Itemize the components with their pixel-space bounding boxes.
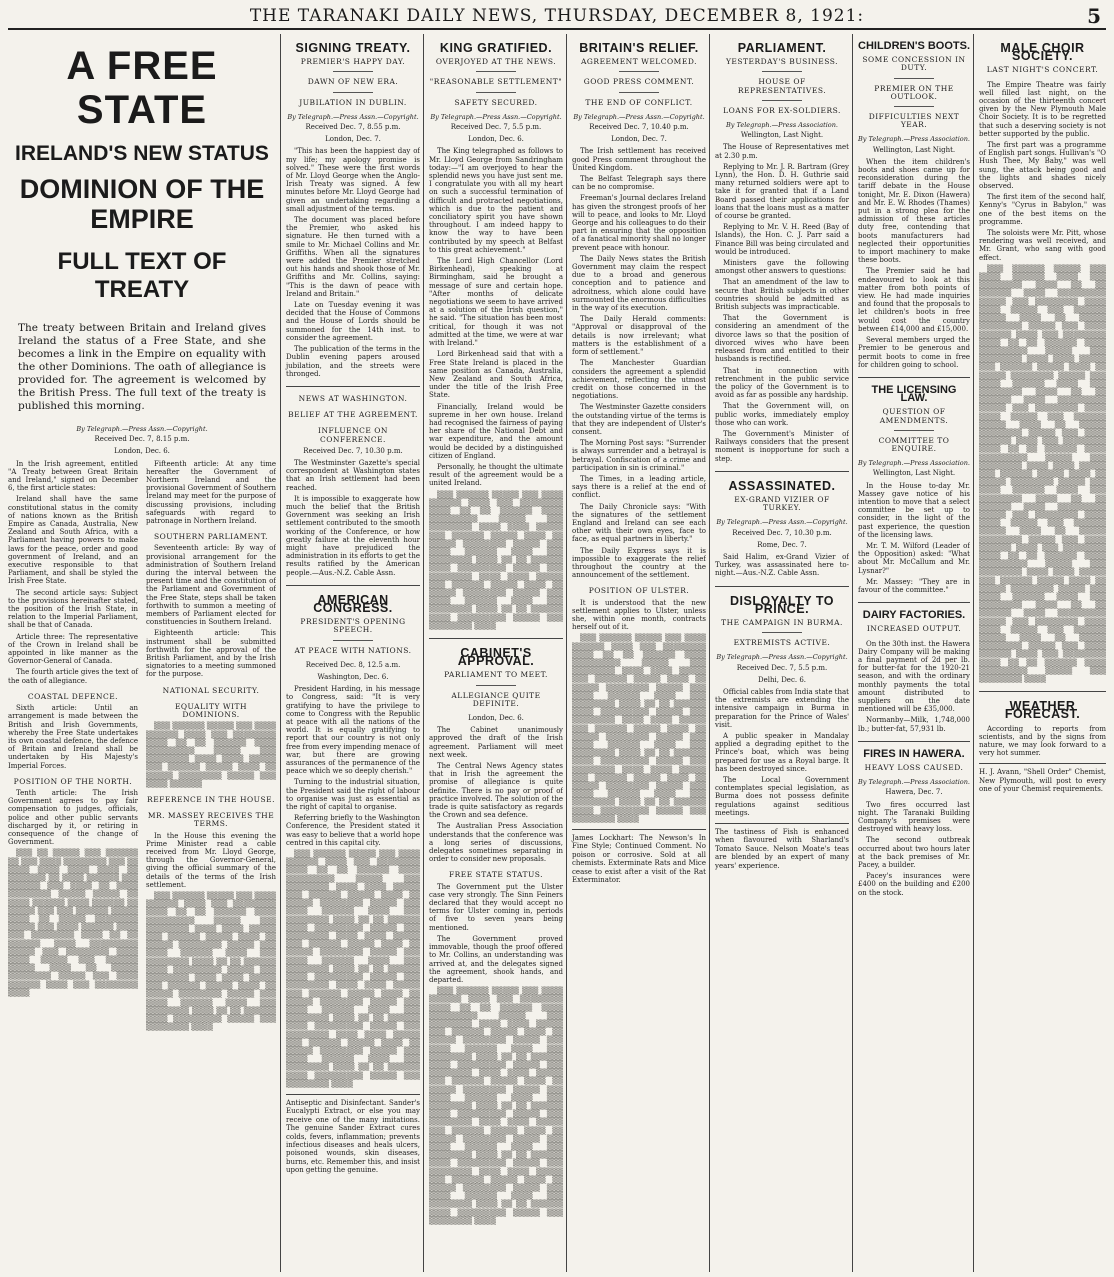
dateline: Delhi, Dec. 6. (758, 675, 806, 684)
paragraph: The Irish settlement has received good Press comment throughout the United Kingdom. (572, 147, 706, 172)
paragraph: The soloists were Mr. Pitt, whose rendering was well received, and Mr. Grant, who sang with good effect. (979, 229, 1106, 262)
paragraph: The publication of the terms in the Dublin evening papers aroused jubilation, and the streets were thronged. (286, 345, 420, 378)
paragraph: The House of Representatives met at 2.30 p.m. (715, 143, 849, 160)
dateline: Washington, Dec. 6. (317, 672, 389, 681)
paragraph-filler: ▒▒▒ ▒▒▒▒▒▒ ▒▒▒▒▒ ▒▒▒ ▒▒▒▒ ▒▒▒▒▒▒ ▒▒▒▒ ▒▒▒ ▒▒▒▒▒▒▒▒ ▒▒▒▒ ▒▒ ▒▒ ▒▒▒▒▒▒ ▒▒▒▒ ▒▒▒▒▒▒▒▒▒ ▒▒▒▒▒ ▒▒▒ ▒▒▒▒▒▒▒▒ ▒▒▒▒ ▒▒▒▒ ▒▒▒▒▒ ▒▒▒ ▒▒▒▒▒▒ ▒▒▒▒▒ ▒▒▒▒ ▒▒ ▒▒▒▒▒ ▒▒▒▒▒▒▒▒ ▒▒▒▒▒ ▒▒▒ ▒▒▒▒ ▒▒▒▒▒▒ ▒▒▒▒ ▒▒▒ ▒▒▒▒▒▒▒▒ ▒▒▒▒ ▒▒ ▒▒ ▒▒▒▒▒▒ ▒▒▒▒ ▒▒▒▒▒▒▒▒▒ ▒▒▒▒▒ ▒▒▒ ▒▒▒▒▒▒▒▒ ▒▒▒▒ ▒▒▒▒ ▒▒▒▒▒ ▒▒▒ ▒▒▒▒▒▒ ▒▒▒▒▒ ▒▒▒▒ ▒▒ ▒▒▒▒▒ ▒▒▒▒▒▒▒▒ ▒▒▒▒▒ ▒▒▒ ▒▒▒▒ ▒▒▒▒▒▒ ▒▒▒▒ ▒▒▒ ▒▒▒▒▒▒▒▒ ▒▒▒▒ ▒▒ ▒▒ ▒▒▒▒▒▒ ▒▒▒▒ ▒▒▒▒▒▒▒▒▒ ▒▒▒▒▒ ▒▒▒ ▒▒▒▒▒▒▒▒ ▒▒▒▒ (429, 490, 563, 630)
article-britains-relief (566, 34, 706, 1272)
treaty-right-column (146, 460, 276, 1035)
deck: EX-GRAND VIZIER OF TURKEY. (734, 494, 830, 513)
paragraph: That in connection with retrenchment in the public service the policy of the Government is to avoid as far as possible any hardship. (715, 366, 849, 400)
section-subhead: INFLUENCE ON CONFERENCE. (318, 426, 388, 444)
byline: By Telegraph.—Press Association. (858, 778, 970, 787)
byline: By Telegraph.—Press Association. (726, 121, 838, 130)
paragraph-filler: ▒▒▒ ▒▒ ▒▒▒▒▒ ▒▒▒ ▒▒▒▒▒▒ ▒▒ ▒▒▒ ▒▒▒▒ ▒▒▒▒▒▒▒▒ ▒▒▒ ▒▒ ▒▒▒▒ ▒▒▒▒ ▒▒▒▒ ▒▒▒▒ ▒▒ ▒▒▒▒▒▒▒ ▒▒ ▒▒▒▒ ▒▒▒▒▒▒ ▒▒▒ ▒▒▒▒▒▒ ▒▒▒ ▒▒▒▒ ▒▒ ▒▒▒▒ ▒▒▒▒▒▒▒▒ ▒▒▒▒▒ ▒▒▒▒▒ ▒▒ ▒▒▒▒ ▒▒▒▒▒▒ ▒▒▒▒ ▒▒▒▒▒▒ ▒▒ ▒▒▒▒▒ ▒▒▒ ▒▒▒ ▒▒▒▒▒▒ ▒▒▒▒▒ ▒▒▒▒ ▒▒ ▒▒▒▒▒ ▒▒▒▒▒▒▒▒ ▒▒▒▒▒ ▒▒▒ ▒▒▒▒ ▒▒▒▒▒▒ ▒▒▒▒ ▒▒▒ ▒▒▒▒▒▒▒▒ ▒▒▒▒ ▒▒ ▒▒ ▒▒▒▒▒▒ ▒▒▒▒ ▒▒▒▒▒▒▒▒▒ ▒▒▒▒▒ ▒▒▒ ▒▒▒▒▒▒▒▒ ▒▒▒▒ ▒▒▒▒ ▒▒▒▒▒ ▒▒▒ ▒▒▒▒▒▒ ▒▒▒▒▒ ▒▒▒▒ ▒▒ ▒▒▒▒▒ ▒▒▒▒▒▒▒▒ ▒▒▒▒▒ ▒▒▒ ▒▒▒▒ ▒▒▒▒▒▒ ▒▒▒▒ ▒▒▒ ▒▒▒▒▒▒▒▒ ▒▒▒▒ (8, 849, 138, 997)
headline: SIGNING TREATY. (295, 41, 411, 55)
received-time: Received Dec. 7, 8.55 p.m. (305, 123, 401, 132)
paragraph: The Morning Post says: "Surrender is always surrender and a betrayal is betrayal. Confiscation of a crime and participation in sin is criminal." (572, 439, 706, 472)
dateline: London, Dec. 6. (468, 135, 524, 144)
deck: HEAVY LOSS CAUSED. (864, 763, 964, 773)
byline: By Telegraph.—Press Association. (858, 459, 970, 468)
section-subhead: COASTAL DEFENCE. (27, 691, 119, 701)
paragraph: President Harding, in his message to Congress, said: "It is very gratifying to have the privilege to come to Congress with the Republic at peace with all the nations of the world. It is equally gratifying to report that our country is not only free from every impending menace of war, but there are growing assurances of the permanence of the peace which we so deeply cherish." (286, 685, 420, 776)
paragraph: The King telegraphed as follows to Mr. Lloyd George from Sandringham today:—"I am overjoyed to hear the splendid news you have just sent me. I congratulate you with all my heart on such a successful termination of difficult and protracted negotiations, which is due to the patient and conciliatory spirit you have shown throughout. I am indeed happy to know the way to have been contributed by my speech at Belfast to this great achievement." (429, 147, 563, 254)
divider (858, 741, 970, 742)
deck: ALLEGIANCE QUITE DEFINITE. (451, 690, 541, 708)
byline: By Telegraph.—Press Assn.—Copyright. (430, 112, 562, 121)
article-free-state (8, 34, 276, 1272)
paragraph: The Government proved immovable, though the proof offered to Mr. Collins, an understanding was arrived at, and the delegates signed the agreement, shook hands, and departed. (429, 934, 563, 984)
deck: EXTREMISTS ACTIVE. (733, 638, 831, 648)
headline: DAIRY FACTORIES. (862, 609, 966, 622)
paragraph: That the Government is considering an amendment of the divorce laws so that the position of divorced wives who have been released from and entitled to their husbands is rectified. (715, 314, 849, 364)
paragraph: Mr. T. M. Wilford (Leader of the Opposition) asked: "What about Mr. McCallum and Mr. Lysnar?" (858, 541, 970, 575)
headline: KING GRATIFIED. (439, 41, 553, 55)
section-subhead: MR. MASSEY RECEIVES THE TERMS. (147, 811, 275, 829)
subhead-dominion: DOMINION OF THE EMPIRE (19, 174, 265, 234)
dateline: Wellington, Last Night. (872, 469, 956, 478)
headline: CABINET'S APPROVAL. (457, 646, 535, 669)
deck: AGREEMENT WELCOMED. (572, 58, 706, 72)
headline: THE LICENSING LAW. (871, 383, 957, 405)
paragraph: Financially, Ireland would be supreme in her own house. Ireland had recognised the fairness of paying her share of the National Debt and war expenditure, and the amount would be decided by a distinguished citizen of England. (429, 402, 563, 460)
dateline: London, Dec. 6. (468, 714, 524, 723)
paragraph: In the Irish agreement, entitled "A Treaty between Great Britain and Ireland," signed on December 6, the first article states: (8, 459, 138, 493)
paragraph: The Manchester Guardian considers the agreement a splendid achievement, reflecting the utmost credit on those concerned in the negotiations. (572, 359, 706, 401)
paragraph: It is understood that the new settlement applies to Ulster, unless she, within one month, contracts herself out of it. (572, 598, 706, 632)
page-number: 5 (1087, 4, 1102, 28)
paragraph: Tenth article: The Irish Government agrees to pay fair compensation to judges, officials, police and other public servants discharged by it, or retiring in consequence of the change of Government. (8, 788, 138, 847)
paragraph: Normanby—Milk, 1,748,000 lb.; butter-fat, 57,931 lb. (858, 716, 970, 733)
dateline: Wellington, Last Night. (872, 145, 956, 154)
deck: PARLIAMENT TO MEET. (429, 671, 563, 685)
paragraph: Two fires occurred last night. The Taranaki Building Company's premises were destroyed with heavy loss. (858, 800, 970, 834)
paragraph: The Australian Press Association understands that the conference was a long series of discussions, delegates sometimes separating in order to consider new proposals. (429, 822, 563, 864)
divider (286, 386, 420, 387)
paragraph: The document was placed before the Premier, who asked his signature. He then turned with a smile to Mr. Michael Collins and Mr. Griffiths. When all the signatures were added the Premier stretched out his hands and shook those of Mr. Griffiths and Mr. Collins, saying: "This is the dawn of peace with Ireland and Britain." (286, 216, 420, 298)
paragraph: Article three: The representative of the Crown in Ireland shall be appointed in like manner as the Governor-General of Canada. (8, 632, 138, 666)
dateline: Rome, Dec. 7. (757, 540, 807, 549)
paragraph: The Central News Agency states that in Irish the agreement the promise of allegiance is quite definite. There is no pay or proof of practice involved. The solution of the trade is quite satisfactory as regards the Crown and sea defence. (429, 762, 563, 820)
paragraph: Ministers gave the following amongst other answers to questions: (715, 259, 849, 276)
dateline: London, Dec. 6. (114, 447, 170, 456)
paragraph: In the House to-day Mr. Massey gave notice of his intention to move that a select committee be set up to consider, in the light of the past experience, the question of the licensing laws. (858, 481, 970, 539)
divider (858, 602, 970, 603)
paragraph: The Empire Theatre was fairly well filled last night, on the occasion of the thirteenth concert given by the New Plymouth Male Choir Society. It is to be regretted that such a deserving society is not better supported by the public. (979, 80, 1106, 138)
paragraph: Said Halim, ex-Grand Vizier of Turkey, was assassinated here to-night.—Aus.-N.Z. Cable Assn. (715, 552, 849, 578)
dateline: London, Dec. 7. (325, 135, 381, 144)
paragraph: Seventeenth article: By way of provisional arrangement for the administration of Southern Ireland during the interval between the present time and the constitution of the Parliament and Government of the Free State, steps shall be taken forthwith to summon a meeting of members of Parliament elected for constituencies in Southern Ireland. (146, 544, 276, 627)
paragraph: The Local Government contemplates special legislation, as Burma does not possess definite regulations against seditious meetings. (715, 776, 849, 817)
headline: DISLOYALTY TO PRINCE. (730, 593, 834, 616)
deck: PRESIDENT'S OPENING SPEECH. (286, 618, 420, 640)
advertisement: The tastiness of Fish is enhanced when flavoured with Sharland's Tomato Sauce. Nelson Moate's teas are blended by an expert of many years' experience. (715, 823, 849, 870)
headline: PARLIAMENT. (737, 41, 827, 55)
deck: PREMIER ON THE OUTLOOK. (858, 85, 970, 107)
deck: THE CAMPAIGN IN BURMA. (715, 619, 849, 633)
dateline: Wellington, Last Night. (740, 131, 824, 140)
deck: "REASONABLE SETTLEMENT" (429, 78, 563, 92)
dateline: Hawera, Dec. 7. (885, 788, 943, 797)
paragraph: The fourth article gives the text of the oath of allegiance. (8, 668, 138, 685)
article-male-choir (973, 34, 1106, 1272)
received-time: Received Dec. 7, 10.30 p.m. (303, 446, 403, 455)
paragraph: The Times, in a leading article, says there is a relief at the end of conflict. (572, 474, 706, 500)
divider (715, 471, 849, 472)
paragraph: The first part was a programme of English part songs. Hullivan's "O Hush Thee, My Baby," was well sung, the attack being good and the lights and shades nicely observed. (979, 141, 1106, 191)
section-subhead: EQUALITY WITH DOMINIONS. (174, 701, 248, 720)
treaty-text-columns (8, 460, 276, 1035)
paragraph: The Government's Minister of Railways considers that the present moment is inopportune for such a step. (715, 429, 849, 463)
paragraph: That the Government will, on public works, immediately employ those who can work. (715, 402, 849, 427)
paragraph: Replying to Mr. V. H. Reed (Bay of Islands), the Hon. C. J. Parr said a Finance Bill was being circulated and would be introduced. (715, 223, 849, 256)
article-childrens-boots (852, 34, 970, 1272)
paragraph: Mr. Massey: "They are in favour of the committee." (858, 577, 970, 594)
byline: By Telegraph.—Press Assn.—Copyright. (573, 112, 705, 121)
paragraph: Late on Tuesday evening it was decided that the House of Commons and the House of Lords should be summoned for the 14th inst. to consider the agreement. (286, 301, 420, 342)
headline: BRITAIN'S RELIEF. (579, 41, 699, 55)
article-lead: The treaty between Britain and Ireland gives Ireland the status of a Free State, and she becomes a link in the Empire on equality with the other Dominions. The oath of allegiance is provided for. The agreement is welcomed by the British Press. The full text of the treaty is published this morning. (18, 322, 266, 412)
paragraph-filler: ▒▒▒ ▒▒▒▒▒▒ ▒▒▒▒▒ ▒▒▒ ▒▒▒▒ ▒▒▒▒▒▒ ▒▒▒▒ ▒▒▒ ▒▒▒▒▒▒▒▒ ▒▒▒▒ ▒▒ ▒▒ ▒▒▒▒▒▒ ▒▒▒▒ ▒▒▒▒▒▒▒▒▒ ▒▒▒▒▒ ▒▒▒ ▒▒▒▒▒▒▒▒ ▒▒▒▒ ▒▒▒▒ ▒▒▒▒▒ ▒▒▒ ▒▒▒▒▒▒ ▒▒▒▒▒ ▒▒▒▒ ▒▒ ▒▒▒▒▒ ▒▒▒▒▒▒▒▒ ▒▒▒▒▒ ▒▒▒ ▒▒▒▒ ▒▒▒▒▒▒ ▒▒▒▒ ▒▒▒ ▒▒▒▒▒▒▒▒ ▒▒▒▒ ▒▒ ▒▒ ▒▒▒▒▒▒ ▒▒▒▒ ▒▒▒▒▒▒▒▒▒ ▒▒▒▒▒ ▒▒▒ ▒▒▒▒▒▒▒▒ ▒▒▒▒ ▒▒▒▒ ▒▒▒▒▒ ▒▒▒ ▒▒▒▒▒▒ ▒▒▒▒▒ ▒▒▒▒ ▒▒ ▒▒▒▒▒ ▒▒▒▒▒▒▒▒ ▒▒▒▒▒ ▒▒▒ ▒▒▒▒ ▒▒▒▒▒▒ ▒▒▒▒ ▒▒▒ ▒▒▒▒▒▒▒▒ ▒▒▒▒ ▒▒ ▒▒ ▒▒▒▒▒▒ ▒▒▒▒ ▒▒▒▒▒▒▒▒▒ ▒▒▒▒▒ ▒▒▒ ▒▒▒▒▒▒▒▒ ▒▒▒▒ ▒▒▒▒ ▒▒▒▒▒ ▒▒▒ ▒▒▒▒▒▒ ▒▒▒▒▒ ▒▒▒▒ ▒▒ ▒▒▒▒▒ ▒▒▒▒▒▒▒▒ ▒▒▒▒▒ ▒▒▒ ▒▒▒▒ ▒▒▒▒▒▒ ▒▒▒▒ ▒▒▒ ▒▒▒▒▒▒▒▒ ▒▒▒▒ ▒▒ ▒▒ ▒▒▒▒▒▒ ▒▒▒▒ ▒▒▒▒▒▒▒▒▒ ▒▒▒▒▒ ▒▒▒ ▒▒▒▒▒▒▒▒ ▒▒▒▒ (572, 634, 706, 823)
received-time: Received Dec. 7, 10.30 p.m. (732, 528, 832, 537)
section-subhead: REFERENCE IN THE HOUSE. (147, 794, 275, 804)
byline: By Telegraph.—Press Assn.—Copyright. (716, 518, 848, 527)
paragraph-filler: ▒▒▒ ▒▒▒▒▒▒ ▒▒▒▒▒ ▒▒▒ ▒▒▒▒ ▒▒▒▒▒▒ ▒▒▒▒ ▒▒▒ ▒▒▒▒▒▒▒▒ ▒▒▒▒ ▒▒ ▒▒ ▒▒▒▒▒▒ ▒▒▒▒ ▒▒▒▒▒▒▒▒▒ ▒▒▒▒▒ ▒▒▒ ▒▒▒▒▒▒▒▒ ▒▒▒▒ ▒▒▒▒ ▒▒▒▒▒ ▒▒▒ ▒▒▒▒▒▒ ▒▒▒▒▒ ▒▒▒▒ ▒▒ ▒▒▒▒▒ ▒▒▒▒▒▒▒▒ ▒▒▒▒▒ ▒▒▒ ▒▒▒▒ ▒▒▒▒▒▒ ▒▒▒▒ ▒▒▒ ▒▒▒▒▒▒▒▒ ▒▒▒▒ ▒▒ ▒▒ ▒▒▒▒▒▒ ▒▒▒▒ ▒▒▒▒▒▒▒▒▒ ▒▒▒▒▒ ▒▒▒ ▒▒▒▒▒▒▒▒ ▒▒▒▒ ▒▒▒▒ ▒▒▒▒▒ ▒▒▒ ▒▒▒▒▒▒ ▒▒▒▒▒ ▒▒▒▒ ▒▒ ▒▒▒▒▒ ▒▒▒▒▒▒▒▒ ▒▒▒▒▒ ▒▒▒ ▒▒▒▒ ▒▒▒▒▒▒ ▒▒▒▒ ▒▒▒ ▒▒▒▒▒▒▒▒ ▒▒▒▒ ▒▒ ▒▒ ▒▒▒▒▒▒ ▒▒▒▒ ▒▒▒▒▒▒▒▒▒ ▒▒▒▒▒ ▒▒▒ ▒▒▒▒▒▒▒▒ ▒▒▒▒ ▒▒▒▒ ▒▒▒▒▒ ▒▒▒ ▒▒▒▒▒▒ ▒▒▒▒▒ ▒▒▒▒ ▒▒ ▒▒▒▒▒ ▒▒▒▒▒▒▒▒ ▒▒▒▒▒ ▒▒▒ ▒▒▒▒ ▒▒▒▒▒▒ ▒▒▒▒ ▒▒▒ ▒▒▒▒▒▒▒▒ ▒▒▒▒ ▒▒ ▒▒ ▒▒▒▒▒▒ ▒▒▒▒ ▒▒▒▒▒▒▒▒▒ ▒▒▒▒▒ ▒▒▒ ▒▒▒▒▒▒▒▒ ▒▒▒▒ ▒▒▒▒ ▒▒▒▒▒ ▒▒▒ ▒▒▒▒▒▒ ▒▒▒▒▒ ▒▒▒▒ ▒▒ ▒▒▒▒▒ ▒▒▒▒▒▒▒▒ ▒▒▒▒▒ ▒▒▒ ▒▒▒▒ ▒▒▒▒▒▒ ▒▒▒▒ ▒▒▒ ▒▒▒▒▒▒▒▒ ▒▒▒▒ ▒▒ ▒▒ ▒▒▒▒▒▒ ▒▒▒▒ ▒▒▒▒▒▒▒▒▒ ▒▒▒▒▒ ▒▒▒ ▒▒▒▒▒▒▒▒ ▒▒▒▒ (286, 850, 420, 1088)
section-subhead: BELIEF AT THE AGREEMENT. (288, 410, 418, 420)
divider (286, 585, 420, 586)
advertisement: H. J. Avann, "Shell Order" Chemist, New Plymouth, will post to every one of your Chemist requirements. (979, 763, 1106, 793)
received-time: Received Dec. 7, 5.5 p.m. (736, 663, 828, 672)
paragraph: The Lord High Chancellor (Lord Birkenhead), speaking at Birmingham, said he brought a message of sure and certain hope. "After months of delicate negotiations we seem to have arrived at a solution of the Irish question," he said. "The situation has been most critical, for though it was not admitted at the time, we were at war with Ireland." (429, 257, 563, 348)
deck: SAFETY SECURED. (454, 97, 538, 107)
paragraph-filler: ▒▒▒ ▒▒▒▒▒▒ ▒▒▒▒▒ ▒▒▒ ▒▒▒▒ ▒▒▒▒▒▒ ▒▒▒▒ ▒▒▒ ▒▒▒▒▒▒▒▒ ▒▒▒▒ ▒▒ ▒▒ ▒▒▒▒▒▒ ▒▒▒▒ ▒▒▒▒▒▒▒▒▒ ▒▒▒▒▒ ▒▒▒ ▒▒▒▒▒▒▒▒ ▒▒▒▒ ▒▒▒▒ ▒▒▒▒▒ ▒▒▒ ▒▒▒▒▒▒ ▒▒▒▒▒ ▒▒▒▒ ▒▒ ▒▒▒▒▒ ▒▒▒▒▒▒▒▒ ▒▒▒▒▒ ▒▒▒ ▒▒▒▒ ▒▒▒▒▒▒ ▒▒▒▒ ▒▒▒ ▒▒▒▒▒▒▒▒ ▒▒▒▒ ▒▒ ▒▒ ▒▒▒▒▒▒ ▒▒▒▒ ▒▒▒▒▒▒▒▒▒ ▒▒▒▒▒ ▒▒▒ ▒▒▒▒▒▒▒▒ ▒▒▒▒ ▒▒▒▒ ▒▒▒▒▒ ▒▒▒ ▒▒▒▒▒▒ ▒▒▒▒▒ ▒▒▒▒ ▒▒ ▒▒▒▒▒ ▒▒▒▒▒▒▒▒ ▒▒▒▒▒ ▒▒▒ ▒▒▒▒ ▒▒▒▒▒▒ ▒▒▒▒ ▒▒▒ ▒▒▒▒▒▒▒▒ ▒▒▒▒ ▒▒ ▒▒ ▒▒▒▒▒▒ ▒▒▒▒ ▒▒▒▒▒▒▒▒▒ ▒▒▒▒▒ ▒▒▒ ▒▒▒▒▒▒▒▒ ▒▒▒▒ ▒▒▒▒ ▒▒▒▒▒ ▒▒▒ ▒▒▒▒▒▒ ▒▒▒▒▒ ▒▒▒▒ ▒▒ ▒▒▒▒▒ ▒▒▒▒▒▒▒▒ ▒▒▒▒▒ ▒▒▒ ▒▒▒▒ ▒▒▒▒▒▒ ▒▒▒▒ ▒▒▒ ▒▒▒▒▒▒▒▒ ▒▒▒▒ ▒▒ ▒▒ ▒▒▒▒▒▒ ▒▒▒▒ ▒▒▒▒▒▒▒▒▒ ▒▒▒▒▒ ▒▒▒ ▒▒▒▒▒▒▒▒ ▒▒▒▒ ▒▒▒▒ ▒▒▒▒▒ ▒▒▒ ▒▒▒▒▒▒ ▒▒▒▒▒ ▒▒▒▒ ▒▒ ▒▒▒▒▒ ▒▒▒▒▒▒▒▒ ▒▒▒▒▒ ▒▒▒ ▒▒▒▒ ▒▒▒▒▒▒ ▒▒▒▒ ▒▒▒ ▒▒▒▒▒▒▒▒ ▒▒▒▒ ▒▒ ▒▒ ▒▒▒▒▒▒ ▒▒▒▒ ▒▒▒▒▒▒▒▒▒ ▒▒▒▒▒ ▒▒▒ ▒▒▒▒▒▒▒▒ ▒▒▒▒ ▒▒▒▒ ▒▒▒▒▒ ▒▒▒ ▒▒▒▒▒▒ ▒▒▒▒▒ ▒▒▒▒ ▒▒ ▒▒▒▒▒ ▒▒▒▒▒▒▒▒ ▒▒▒▒▒ ▒▒▒ ▒▒▒▒ ▒▒▒▒▒▒ ▒▒▒▒ ▒▒▒ ▒▒▒▒▒▒▒▒ ▒▒▒▒ ▒▒ ▒▒ ▒▒▒▒▒▒ ▒▒▒▒ ▒▒▒▒▒▒▒▒▒ ▒▒▒▒▒ ▒▒▒ ▒▒▒▒▒▒▒▒ ▒▒▒▒ ▒▒▒▒ ▒▒▒▒▒ ▒▒▒ ▒▒▒▒▒▒ ▒▒▒▒▒ ▒▒▒▒ ▒▒ ▒▒▒▒▒ ▒▒▒▒▒▒▒▒ ▒▒▒▒▒ ▒▒▒ ▒▒▒▒ ▒▒▒▒▒▒ ▒▒▒▒ ▒▒▒ ▒▒▒▒▒▒▒▒ ▒▒▒▒ ▒▒ ▒▒ ▒▒▒▒▒▒ ▒▒▒▒ ▒▒▒▒▒▒▒▒▒ ▒▒▒▒▒ ▒▒▒ ▒▒▒▒▒▒▒▒ ▒▒▒▒ ▒▒▒▒ ▒▒▒▒▒ ▒▒▒ ▒▒▒▒▒▒ ▒▒▒▒▒ ▒▒▒▒ ▒▒ ▒▒▒▒▒ ▒▒▒▒▒▒▒▒ ▒▒▒▒▒ ▒▒▒ ▒▒▒▒ ▒▒▒▒▒▒ ▒▒▒▒ ▒▒▒ ▒▒▒▒▒▒▒▒ ▒▒▒▒ ▒▒ ▒▒ ▒▒▒▒▒▒ ▒▒▒▒ ▒▒▒▒▒▒▒▒▒ ▒▒▒▒▒ ▒▒▒ ▒▒▒▒▒▒▒▒ ▒▒▒▒ (979, 264, 1106, 684)
received-time: Received Dec. 8, 12.5 a.m. (305, 660, 401, 669)
paragraph: The Cabinet unanimously approved the draft of the Irish agreement. Parliament will meet next week. (429, 726, 563, 759)
paragraph: The Premier said he had endeavoured to look at this matter from both points of view. He had made inquiries and found that the proposals to let children's boots in free would cost the country between £14,000 and £15,000. (858, 267, 970, 333)
deck: THE END OF CONFLICT. (585, 97, 693, 107)
section-subhead: NEWS AT WASHINGTON. (298, 393, 408, 403)
paragraph: The Government put the Ulster case very strongly. The Sinn Feiners declared that they would accept no terms for Ulster coming in, periods of five to seven years being mentioned. (429, 882, 563, 932)
deck: INCREASED OUTPUT. (866, 624, 962, 634)
deck: OVERJOYED AT THE NEWS. (429, 58, 563, 72)
paragraph-filler: ▒▒▒ ▒▒▒▒▒▒ ▒▒▒▒▒ ▒▒▒ ▒▒▒▒ ▒▒▒▒▒▒ ▒▒▒▒ ▒▒▒ ▒▒▒▒▒▒▒▒ ▒▒▒▒ ▒▒ ▒▒ ▒▒▒▒▒▒ ▒▒▒▒ ▒▒▒▒▒▒▒▒▒ ▒▒▒▒▒ ▒▒▒ ▒▒▒▒▒▒▒▒ ▒▒▒▒ ▒▒▒▒ ▒▒▒▒▒ ▒▒▒ ▒▒▒▒▒▒ ▒▒▒▒▒ ▒▒▒▒ ▒▒ ▒▒▒▒▒ ▒▒▒▒▒▒▒▒ ▒▒▒▒▒ ▒▒▒ ▒▒▒▒ ▒▒▒▒▒▒ ▒▒▒▒ ▒▒▒ ▒▒▒▒▒▒▒▒ ▒▒▒▒ ▒▒ ▒▒ ▒▒▒▒▒▒ ▒▒▒▒ ▒▒▒▒▒▒▒▒▒ ▒▒▒▒▒ ▒▒▒ ▒▒▒▒▒▒▒▒ ▒▒▒▒ ▒▒▒▒ ▒▒▒▒▒ ▒▒▒ ▒▒▒▒▒▒ ▒▒▒▒▒ ▒▒▒▒ ▒▒ ▒▒▒▒▒ ▒▒▒▒▒▒▒▒ ▒▒▒▒▒ ▒▒▒ ▒▒▒▒ ▒▒▒▒▒▒ ▒▒▒▒ ▒▒▒ ▒▒▒▒▒▒▒▒ ▒▒▒▒ ▒▒ ▒▒ ▒▒▒▒▒▒ ▒▒▒▒ ▒▒▒▒▒▒▒▒▒ ▒▒▒▒▒ ▒▒▒ ▒▒▒▒▒▒▒▒ ▒▒▒▒ ▒▒▒▒ ▒▒▒▒▒ ▒▒▒ ▒▒▒▒▒▒ ▒▒▒▒▒ ▒▒▒▒ ▒▒ ▒▒▒▒▒ ▒▒▒▒▒▒▒▒ ▒▒▒▒▒ ▒▒▒ ▒▒▒▒ ▒▒▒▒▒▒ ▒▒▒▒ ▒▒▒ ▒▒▒▒▒▒▒▒ ▒▒▒▒ ▒▒ ▒▒ ▒▒▒▒▒▒ ▒▒▒▒ ▒▒▒▒▒▒▒▒▒ ▒▒▒▒▒ ▒▒▒ ▒▒▒▒▒▒▒▒ ▒▒▒▒ ▒▒▒▒ ▒▒▒▒▒ ▒▒▒ ▒▒▒▒▒▒ ▒▒▒▒▒ ▒▒▒▒ ▒▒ ▒▒▒▒▒ ▒▒▒▒▒▒▒▒ ▒▒▒▒▒ ▒▒▒ ▒▒▒▒ ▒▒▒▒▒▒ ▒▒▒▒ ▒▒▒ ▒▒▒▒▒▒▒▒ ▒▒▒▒ ▒▒ ▒▒ ▒▒▒▒▒▒ ▒▒▒▒ ▒▒▒▒▒▒▒▒▒ ▒▒▒▒▒ ▒▒▒ ▒▒▒▒▒▒▒▒ ▒▒▒▒ (429, 987, 563, 1225)
section-subhead: POSITION OF ULSTER. (588, 586, 690, 596)
advertisement: James Lockhart: The Newson's In Fine Style; Continued Comment. No poison or corrosive. Sold at all chemists. Exterminate Rats and Mice cease to exist after a visit of the Rat Exterminator. (572, 829, 706, 884)
headline: WEATHER FORECAST. (1004, 699, 1081, 722)
received-time: Received Dec. 7, 10.40 p.m. (589, 123, 689, 132)
deck: SOME CONCESSION IN DUTY. (858, 56, 970, 78)
paragraph: The second outbreak occurred about two hours later at the back premises of Mr. Pacey, a builder. (858, 836, 970, 870)
paragraph: Turning to the industrial situation, the President said the right of labour to organise was just as essential as the right of capital to organise. (286, 778, 420, 812)
section-subhead: POSITION OF THE NORTH. (13, 776, 133, 786)
section-subhead: NATIONAL SECURITY. (162, 685, 260, 695)
paragraph: That an amendment of the law to secure that British subjects in other countries should be admitted as British subjects was impracticable. (715, 278, 849, 312)
masthead (8, 4, 1106, 30)
dateline: London, Dec. 7. (611, 135, 667, 144)
paragraph: On the 30th inst. the Hawera Dairy Company will be making a final payment of 2d per lb. for butter-fat for the 1920-21 season, and with the ordinary monthly payments the total amount distributed to suppliers on the date mentioned will be £35,000. (858, 639, 970, 714)
masthead-title: THE TARANAKI DAILY NEWS, THURSDAY, DECEMBER 8, 1921: (249, 6, 865, 26)
deck: COMMITTEE TO ENQUIRE. (878, 435, 950, 453)
paragraph-filler: ▒▒▒ ▒▒▒▒▒▒ ▒▒▒▒▒ ▒▒▒ ▒▒▒▒ ▒▒▒▒▒▒ ▒▒▒▒ ▒▒▒ ▒▒▒▒▒▒▒▒ ▒▒▒▒ ▒▒ ▒▒ ▒▒▒▒▒▒ ▒▒▒▒ ▒▒▒▒▒▒▒▒▒ ▒▒▒▒▒ ▒▒▒ ▒▒▒▒▒▒▒▒ ▒▒▒▒ ▒▒▒▒ ▒▒▒▒▒ ▒▒▒ ▒▒▒▒▒▒ ▒▒▒▒▒ ▒▒▒▒ ▒▒ ▒▒▒▒▒ ▒▒▒▒▒▒▒▒ ▒▒▒▒▒ ▒▒▒ ▒▒▒▒ ▒▒▒▒▒▒ ▒▒▒▒ ▒▒▒ ▒▒▒▒▒▒▒▒ ▒▒▒▒ ▒▒ ▒▒ ▒▒▒▒▒▒ ▒▒▒▒ ▒▒▒▒▒▒▒▒▒ ▒▒▒▒▒ ▒▒▒ ▒▒▒▒▒▒▒▒ ▒▒▒▒ ▒▒▒▒ ▒▒▒▒▒ ▒▒▒ ▒▒▒▒▒▒ ▒▒▒▒▒ ▒▒▒▒ ▒▒ ▒▒▒▒▒ ▒▒▒▒▒▒▒▒ ▒▒▒▒▒ ▒▒▒ ▒▒▒▒ ▒▒▒▒▒▒ ▒▒▒▒ ▒▒▒ ▒▒▒▒▒▒▒▒ ▒▒▒▒ ▒▒ ▒▒ ▒▒▒▒▒▒ ▒▒▒▒ ▒▒▒▒▒▒▒▒▒ ▒▒▒▒▒ ▒▒▒ ▒▒▒▒▒▒▒▒ ▒▒▒▒ (146, 891, 276, 1032)
paragraph: Ireland shall have the same constitutional status in the comity of nations known as the British Empire as Canada, Australia, New Zealand and South Africa, with a Parliament having powers to make laws for the peace, order and good government of Ireland, and an executive responsible to that Parliament, and shall be styled the Irish Free State. (8, 495, 138, 586)
divider (715, 586, 849, 587)
paragraph: The Daily News states the British Government may claim the respect due to a broad and generous conception and to patience and adroitness, which alone could have surmounted the enormous difficulties in the way of its execution. (572, 254, 706, 313)
deck: JUBILATION IN DUBLIN. (299, 97, 407, 107)
paragraph: When the item children's boots and shoes came up for reconsideration during the tariff debate in the House tonight, Mr. E. Dixon (Hawera) and Mr. E. W. Rhodes (Thames) put in a strong plea for the admission of these articles duty free, contending that boots manufacturers had neglected their opportunities to import machinery to make these boots. (858, 157, 970, 265)
received-time: Received Dec. 7, 8.15 p.m. (94, 435, 190, 444)
deck: GOOD PRESS COMMENT. (572, 78, 706, 92)
paragraph: The Daily Express says it is impossible to exaggerate the relief throughout the country at the announcement of the settlement. (572, 546, 706, 580)
paragraph: Several members urged the Premier to be generous and permit boots to come in free for children going to school. (858, 336, 970, 369)
article-signing-treaty (280, 34, 420, 1272)
article-parliament (709, 34, 849, 1272)
headline: CHILDREN'S BOOTS. (858, 40, 970, 52)
section-subhead: SOUTHERN PARLIAMENT. (153, 532, 268, 542)
headline-free-state: A FREE STATE (66, 44, 218, 132)
section-subhead: FREE STATE STATUS. (448, 870, 544, 880)
advertisement: Antiseptic and Disinfectant. Sander's Eucalypti Extract, or else you may receive one of the many imitations. The genuine Sander Extract cures colds, fevers, inflammation; prevents infectious diseases and heals ulcers, poisoned wounds, skin diseases, burns, etc. Remember this, and insist upon getting the genuine. (286, 1094, 420, 1175)
paragraph: Pacey's insurances were £400 on the building and £200 on the stock. (858, 872, 970, 897)
deck: YESTERDAY'S BUSINESS. (715, 58, 849, 72)
deck: QUESTION OF AMENDMENTS. (858, 408, 970, 430)
byline: By Telegraph.—Press Association. (858, 135, 970, 144)
paragraph: A public speaker in Mandalay applied a degrading epithet to the Prince's boat, which was being prepared for use as a Royal barge. It has been destroyed since. (715, 732, 849, 773)
treaty-left-column (8, 460, 138, 1035)
paragraph: Freeman's Journal declares Ireland has given the strongest proofs of her will to peace, and looks to Mr. Lloyd George and his colleagues to do their part in ensuring that the opposition of a fanatical minority shall no longer prevent peace with honour. (572, 194, 706, 252)
subhead-full-text: FULL TEXT OF TREATY (57, 248, 227, 303)
paragraph: Eighteenth article: This instrument shall be submitted forthwith for the approval of the British Parliament, and by the Irish signatories to a meeting summoned for the purpose. (146, 629, 276, 679)
deck: PREMIER'S HAPPY DAY. (286, 58, 420, 72)
byline: By Telegraph.—Press Assn.—Copyright. (76, 425, 208, 433)
deck: AT PEACE WITH NATIONS. (294, 645, 412, 655)
byline: By Telegraph.—Press Assn.—Copyright. (287, 112, 419, 121)
headline: AMERICAN CONGRESS. (313, 592, 393, 615)
article-king-gratified (423, 34, 563, 1272)
paragraph: "This has been the happiest day of my life; my apology promise is solved." These were the first words of Mr. Lloyd George when the Anglo-Irish Treaty was signed. A few minutes before Mr. Lloyd George had given an undertaking regarding a small adjustment of the terms. (286, 147, 420, 213)
paragraph: The Westminster Gazette's special correspondent at Washington states that an Irish settlement had been reached. (286, 458, 420, 492)
paragraph: The Daily Herald comments: "Approval or disapproval of the details is now irrelevant; what matters is the establishment of a form of settlement." (572, 315, 706, 357)
paragraph: The Belfast Telegraph says there can be no compromise. (572, 175, 706, 192)
paragraph: The Daily Chronicle says: "With the signatures of the settlement England and Ireland can see each other with their own eyes, face to face, as equal partners in liberty." (572, 502, 706, 544)
paragraph: Sixth article: Until an arrangement is made between the British and Irish Governments, whereby the Free State undertakes its own coastal defence, the defence of Britain and Ireland shall be undertaken by His Majesty's Imperial Forces. (8, 704, 138, 770)
headline: ASSASSINATED. (728, 478, 836, 493)
divider (858, 377, 970, 378)
paragraph: According to reports from scientists, and by the signs from nature, we may look forward to a very hot summer. (979, 724, 1106, 758)
paragraph: Lord Birkenhead said that with a Free State Ireland is placed in the same position as Canada, Australia, New Zealand and South Africa, under the title of the Irish Free State. (429, 350, 563, 400)
divider (979, 691, 1106, 692)
paragraph: It is impossible to exaggerate how much the belief that the British Government was seeking an Irish settlement contributed to the smooth working of the Conference, or how greatly failure at the eleventh hour might have prejudiced the administration in its efforts to get the results ratified by the American people.—Aus.-N.Z. Cable Assn. (286, 494, 420, 577)
paragraph: Official cables from India state that the extremists are extending the intensive campaign in Burma in preparation for the Prince of Wales' visit. (715, 687, 849, 729)
deck: LAST NIGHT'S CONCERT. (986, 65, 1099, 75)
paragraph: Fifteenth article: At any time hereafter the Government of Northern Ireland and the provisional Government of Southern Ireland may meet for the purpose of discussing provisions, including safeguards with regard to patronage in Northern Ireland. (146, 459, 276, 526)
paragraph: The Westminster Gazette considers the outstanding virtue of the terms is that they are independent of Ulster's consent. (572, 403, 706, 436)
subhead-irish-status: IRELAND'S NEW STATUS (15, 142, 269, 165)
deck: DIFFICULTIES NEXT YEAR. (868, 112, 960, 130)
deck: LOANS FOR EX-SOLDIERS. (723, 105, 841, 115)
headline: MALE CHOIR SOCIETY. (1000, 41, 1085, 64)
paragraph: The second article says: Subject to the provisions hereinafter stated, the position of the Irish State, in relation to the Imperial Parliament, shall be that of Canada. (8, 588, 138, 630)
deck: HOUSE OF REPRESENTATIVES. (715, 78, 849, 100)
paragraph: Personally, he thought the ultimate result of the agreement would be a united Ireland. (429, 462, 563, 488)
paragraph: Replying to Mr. J. R. Bartram (Grey Lynn), the Hon. D. H. Guthrie said many returned soldiers were apt to take it for granted that if a Land Board passed their applications for loans that the loans must as a matter of course be granted. (715, 162, 849, 221)
divider (429, 638, 563, 639)
paragraph: The first item of the second half, Kenny's "Cyrus in Babylon," was one of the best items on the programme. (979, 193, 1106, 226)
paragraph: In the House this evening the Prime Minister read a cable received from Mr. Lloyd George, through the Governor-General, giving the official summary of the details of the terms of the Irish settlement. (146, 831, 276, 889)
byline: By Telegraph.—Press Assn.—Copyright. (716, 653, 848, 662)
received-time: Received Dec. 7, 5.5 p.m. (450, 123, 542, 132)
paragraph: Referring briefly to the Washington Conference, the President stated it was easy to believe that a world hope centred in this capital city. (286, 814, 420, 847)
paragraph-filler: ▒▒▒ ▒▒▒▒▒▒ ▒▒▒▒▒ ▒▒▒ ▒▒▒▒ ▒▒▒▒▒▒ ▒▒▒▒ ▒▒▒ ▒▒▒▒▒▒▒▒ ▒▒▒▒ ▒▒ ▒▒ ▒▒▒▒▒▒ ▒▒▒▒ ▒▒▒▒▒▒▒▒▒ ▒▒▒▒▒ ▒▒▒ ▒▒▒▒▒▒▒▒ ▒▒▒▒ ▒▒▒▒ ▒▒▒▒▒ ▒▒▒ ▒▒▒▒▒▒ ▒▒▒▒▒ ▒▒▒▒ ▒▒ ▒▒▒▒▒ ▒▒▒▒▒▒▒▒ ▒▒▒▒▒ ▒▒▒ ▒▒▒▒ ▒▒▒▒▒▒ (146, 722, 276, 788)
deck: DAWN OF NEW ERA. (286, 78, 420, 92)
headline: FIRES IN HAWERA. (863, 747, 965, 760)
